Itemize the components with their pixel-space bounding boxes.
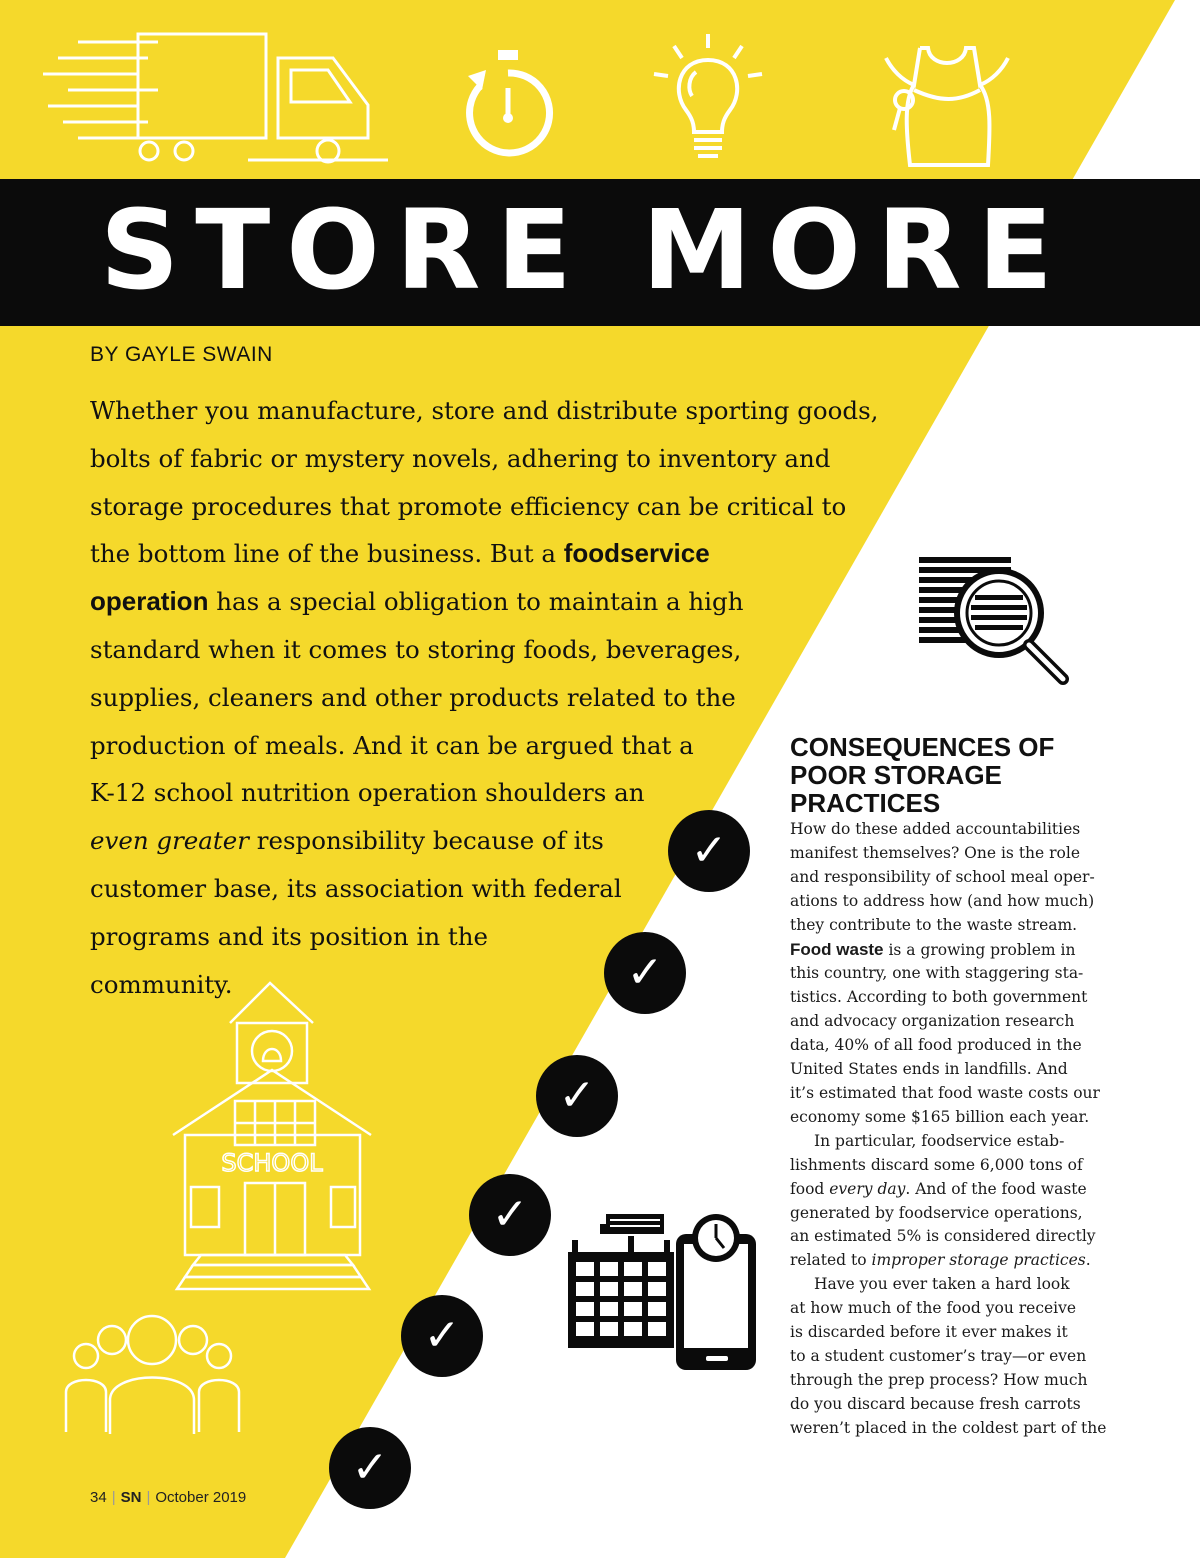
checkmark-icon: ✓ <box>329 1427 411 1509</box>
lede-line: storage procedures that promote efficiency can be critical to <box>90 491 847 521</box>
byline: BY GAYLE SWAIN <box>90 343 273 366</box>
checkmark-icon: ✓ <box>668 810 750 892</box>
checkmark-icon: ✓ <box>536 1055 618 1137</box>
issue-date: October 2019 <box>155 1489 247 1506</box>
lede-line: K-12 school nutrition operation shoulders an <box>90 778 645 808</box>
emphasis-even-greater: even greater <box>90 826 249 856</box>
lede-line: customer base, its association with federal <box>90 873 622 903</box>
lede-line: operation has a special obligation to maintain a high <box>90 586 744 617</box>
lede-line: community. <box>90 969 233 999</box>
lede-line: Whether you manufacture, store and distribute sporting goods, <box>90 396 879 425</box>
keyword-operation: operation <box>90 586 209 617</box>
keyword-food-waste: Food waste <box>790 939 884 959</box>
people-icon <box>60 1312 245 1437</box>
sidebar-heading: CONSEQUENCES OF POOR STORAGE PRACTICES <box>790 732 1055 818</box>
lede-line: standard when it comes to storing foods, beverages, <box>90 634 742 664</box>
page-title: STORE MORE <box>100 186 1069 314</box>
apron-icon <box>880 40 1015 170</box>
lede-paragraph <box>90 387 890 1008</box>
smartphone-clock-icon <box>672 1212 762 1374</box>
checkmark-icon: ✓ <box>401 1295 483 1377</box>
lede-line: the bottom line of the business. But a foodservice <box>90 538 710 569</box>
lede-line: even greater responsibility because of its <box>90 826 604 856</box>
lightbulb-icon <box>648 32 768 167</box>
lede-line: programs and its position in the <box>90 921 489 951</box>
schoolhouse-icon <box>165 975 380 1295</box>
checkmark-icon: ✓ <box>604 932 686 1014</box>
lede-line: bolts of fabric or mystery novels, adhering to inventory and <box>90 443 831 473</box>
stopwatch-icon <box>458 48 558 163</box>
truck-icon <box>38 30 398 165</box>
lede-line: supplies, cleaners and other products related to the <box>90 682 736 712</box>
document-search-icon <box>915 553 1075 693</box>
magazine-name: SN <box>120 1489 142 1506</box>
lede-line: production of meals. And it can be argued that a <box>90 730 694 760</box>
school-sign: SCHOOL <box>221 1149 323 1177</box>
checkmark-icon: ✓ <box>469 1174 551 1256</box>
page-number: 34 <box>90 1489 107 1506</box>
keyword-foodservice: foodservice <box>563 538 710 569</box>
calendar-icon <box>566 1212 678 1352</box>
page-footer: 34 | SN | October 2019 <box>90 1489 247 1506</box>
sidebar-body: How do these added accountabilities manifest themselves? One is the role and responsibility of school meal oper- ations to address how (and how much) they contribute to the waste stream. Food waste is a growing problem in this country, one with staggering sta- tistics. According to both government and advocacy organization research data, 40% of all food produced in the United States ends in landfills. And it’s estimated that food waste costs our economy some $165 billion each year. In particular, foodservice estab- lishments discard some 6,000 tons of food every day. And of the food waste generated by foodservice operations, an estimated 5% is considered directly related to improper storage practices. Have you ever taken a hard look at how much of the food you receive is discarded before it ever makes it to a student customer’s tray—or even through the prep process? How much do you discard because fresh carrots weren’t placed in the coldest part of the <box>790 820 1107 1437</box>
